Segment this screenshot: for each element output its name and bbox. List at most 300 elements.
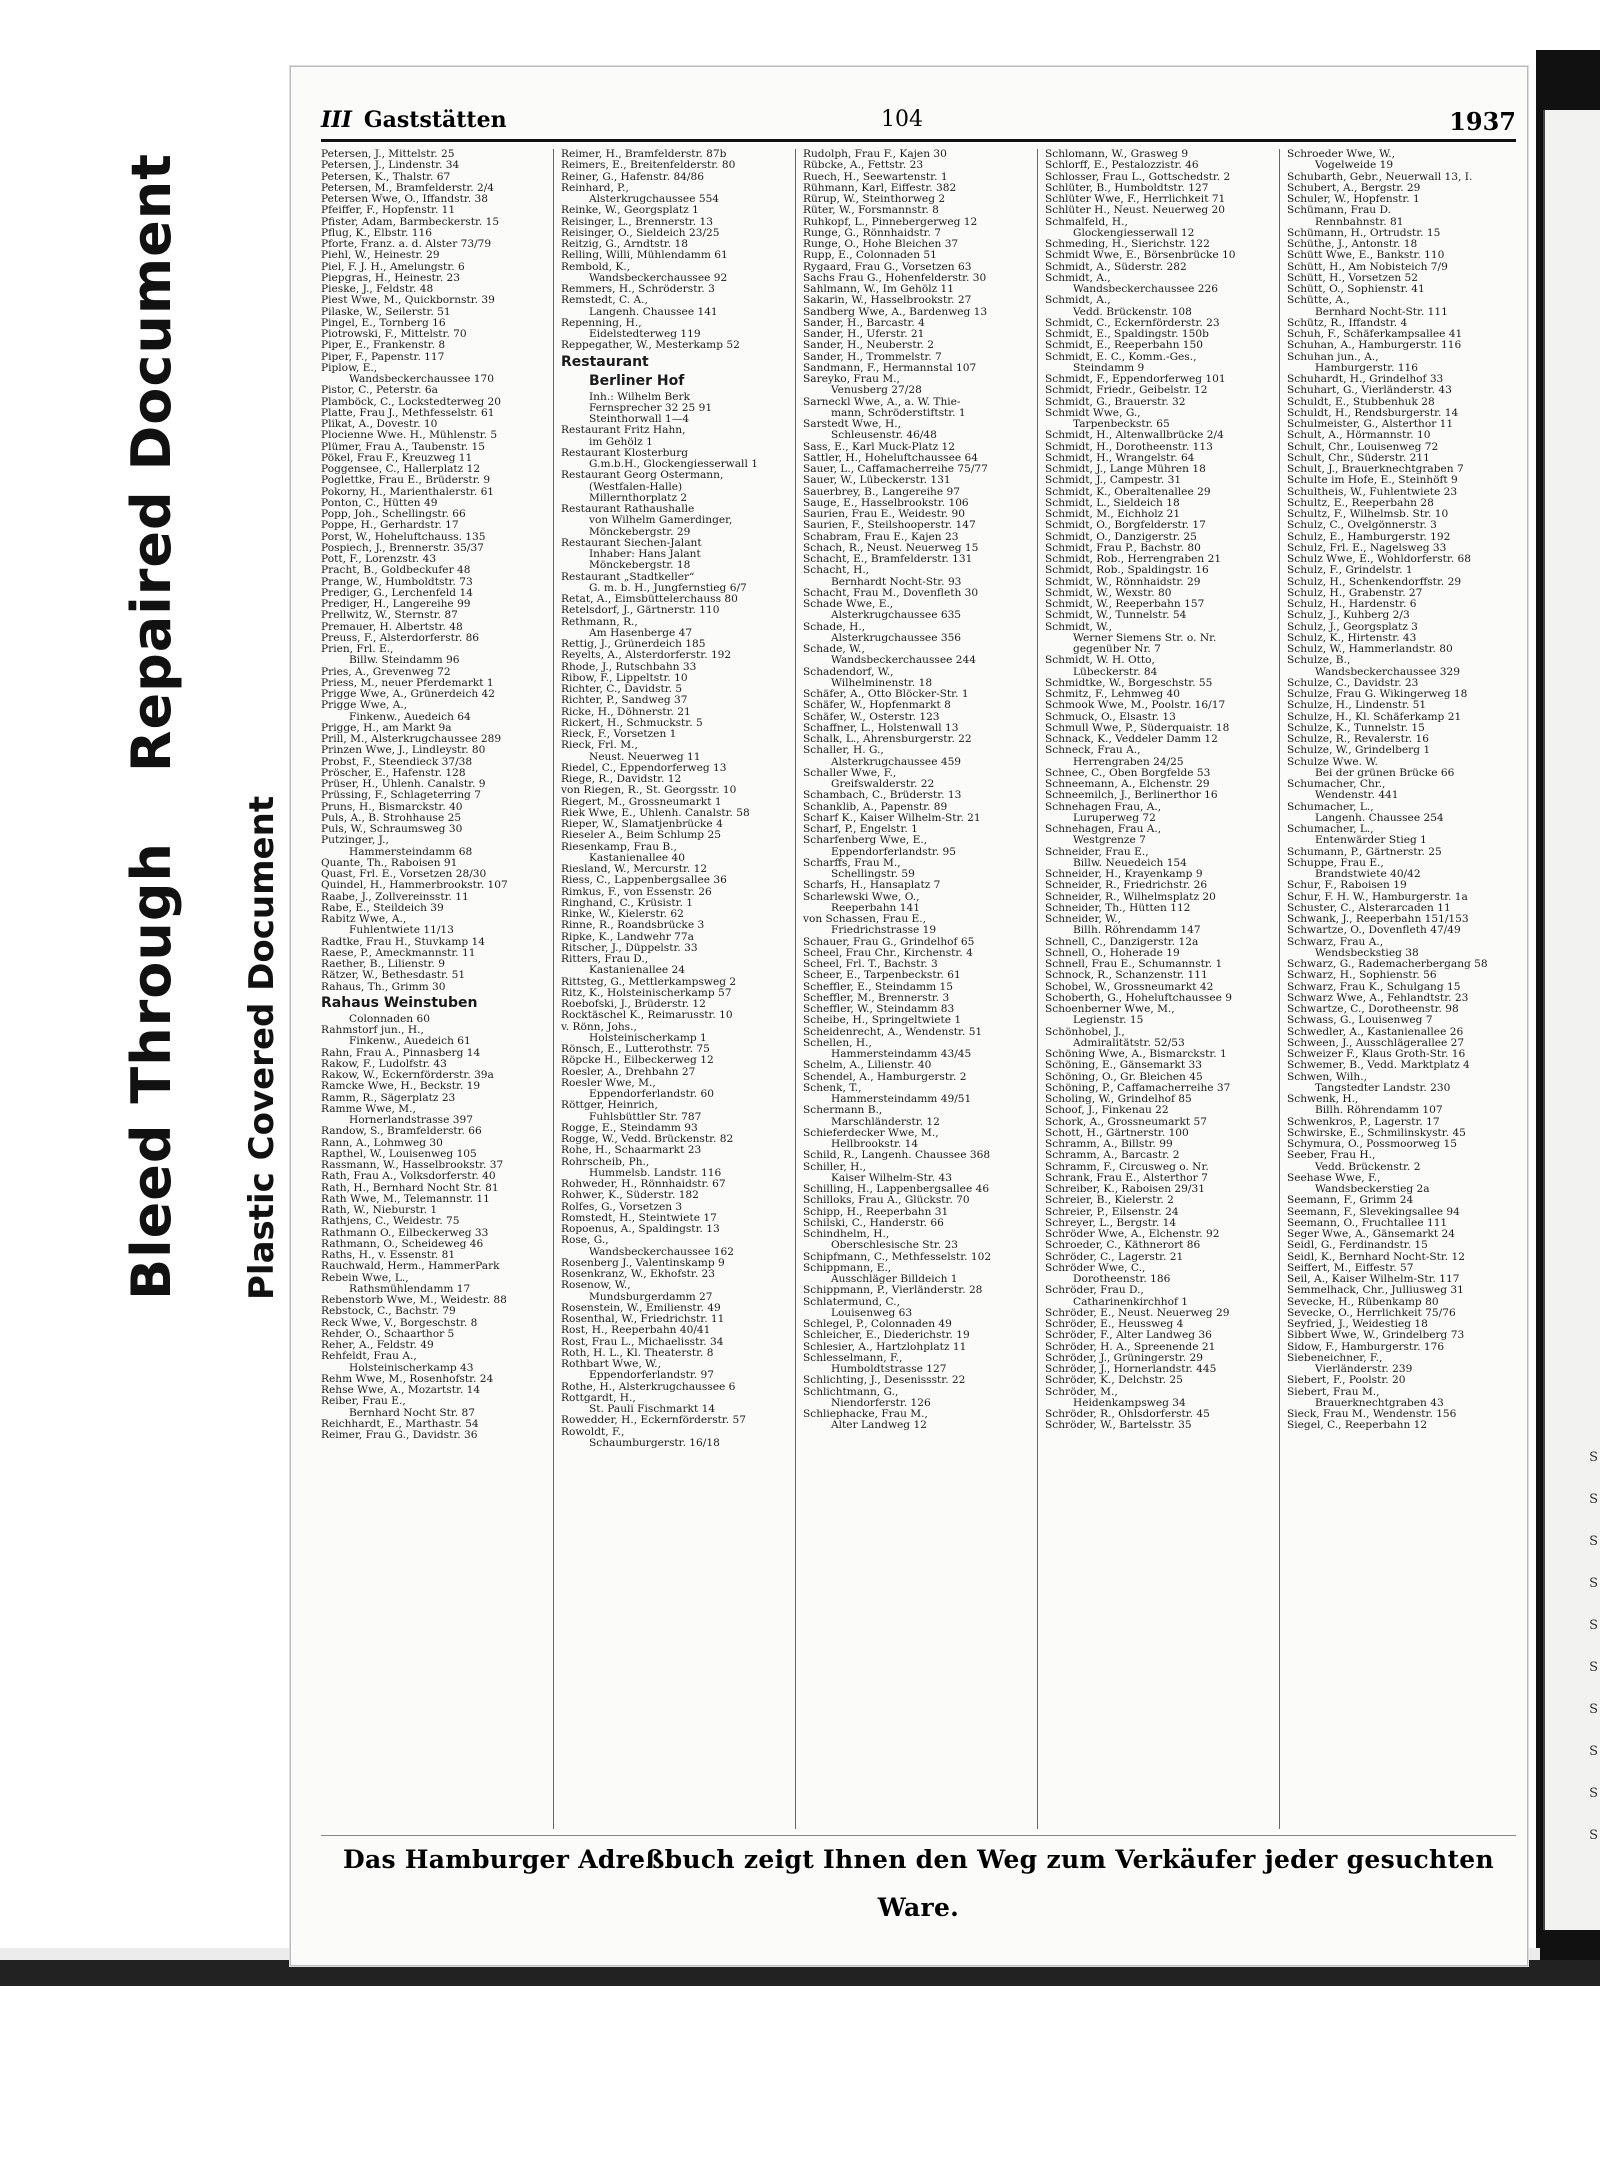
directory-entry: Pries, A., Grevenweg 72: [321, 666, 451, 678]
directory-entry: Schulze, W., Grindelberg 1: [1287, 745, 1431, 757]
stamp-bleed-through: Bleed Through: [120, 842, 183, 1300]
directory-entry: Schmidt, A.,: [1045, 272, 1111, 284]
directory-entry: Rathjens, C., Weidestr. 75: [321, 1216, 460, 1228]
directory-entry: Riesenkamp, Frau B.,: [561, 841, 677, 853]
directory-entry: Billh. Röhrendamm 147: [1073, 925, 1201, 937]
directory-entry: Schöning, O., Gr. Bleichen 45: [1045, 1071, 1203, 1083]
directory-entry: Pospiech, J., Brennerstr. 35/37: [321, 542, 484, 554]
directory-entry: Rabitz Wwe, A.,: [321, 914, 407, 925]
directory-entry: Catharinenkirchhof 1: [1073, 1296, 1189, 1308]
directory-entry: Schmidt, E., Reeperbahn 150: [1045, 340, 1204, 352]
directory-entry: Schmitz, F., Lehmweg 40: [1045, 689, 1180, 700]
directory-entry: Seidl, G., Ferdinandstr. 15: [1287, 1240, 1428, 1252]
directory-entry: Schroeder, C., Käthnerort 86: [1045, 1240, 1201, 1252]
directory-entry: Entenwärder Stieg 1: [1315, 835, 1427, 847]
directory-entry: Semmelhack, Chr., Julliusweg 31: [1287, 1285, 1464, 1297]
directory-entry: Rebenstorb Wwe, M., Weidestr. 88: [321, 1295, 507, 1306]
directory-entry: Schramm, A., Billstr. 99: [1045, 1139, 1173, 1150]
directory-entry: Alsterkrugchaussee 459: [831, 756, 962, 768]
directory-entry: Mundsburgerdamm 27: [589, 1291, 713, 1303]
directory-entry: Schröder, H. A., Spreenende 21: [1045, 1341, 1216, 1353]
directory-entry: Schütte, A.,: [1287, 295, 1350, 307]
directory-entry: Ricke, H., Döhnerstr. 21: [561, 706, 691, 718]
directory-entry: Rudolph, Frau F., Kajen 30: [803, 149, 947, 160]
directory-entry: Schach, R., Neust. Neuerweg 15: [803, 542, 979, 554]
directory-entry: Seger Wwe, A., Gänsemarkt 24: [1287, 1229, 1455, 1240]
directory-entry: Ritz, K., Holsteinischerkamp 57: [561, 987, 732, 999]
directory-entry: Schade, W.,: [803, 644, 865, 655]
column-3: [803, 149, 1031, 1829]
directory-entry: Billw. Neuedeich 154: [1073, 857, 1187, 869]
directory-entry: Schult, Chr., Süderstr. 211: [1287, 452, 1430, 464]
directory-entry: von Schassen, Frau E.,: [803, 914, 926, 925]
directory-entry: Finkenw., Auedeich 61: [349, 1036, 471, 1048]
directory-entry: Sander, H., Uferstr. 21: [803, 329, 925, 340]
directory-entry: Pökel, Frau F., Kreuzweg 11: [321, 452, 473, 464]
adjacent-page-letter: S: [1589, 1576, 1598, 1591]
directory-entry: Plamböck, C., Lockstedterweg 20: [321, 396, 502, 408]
directory-entry: Schroeder Wwe, W.,: [1287, 149, 1395, 160]
adjacent-page-letter: S: [1589, 1702, 1598, 1717]
directory-entry: Sidow, F., Hamburgerstr. 176: [1287, 1341, 1445, 1353]
directory-entry: Schmidt, H., Altenwallbrücke 2/4: [1045, 430, 1224, 442]
directory-entry: Prigge Wwe, A., Grünerdeich 42: [321, 689, 496, 700]
directory-entry: Schäfer, W., Hopfenmarkt 8: [803, 700, 951, 712]
directory-entry: Schwedler, A., Kastanienallee 26: [1287, 1026, 1464, 1038]
directory-entry: Platte, Frau J., Methfesselstr. 61: [321, 407, 495, 419]
directory-entry: Ritters, Frau D.,: [561, 954, 649, 965]
section-name: Gaststätten: [363, 107, 507, 133]
directory-entry: Schumacher, L.,: [1287, 824, 1374, 835]
directory-entry: Roth, H. L., Kl. Theaterstr. 8: [561, 1347, 714, 1359]
directory-entry: Schultheis, W., Fuhlentwiete 23: [1287, 486, 1458, 498]
directory-entry: Restaurant „Stadtkeller“: [561, 571, 695, 583]
adjacent-page-letter: S: [1589, 1492, 1598, 1507]
directory-entry: Scheffler, E., Steindamm 15: [803, 981, 953, 993]
directory-entry: Schröder, F., Alter Landweg 36: [1045, 1330, 1212, 1342]
directory-entry: Wendsbeckstieg 38: [1315, 947, 1419, 959]
directory-entry: Restaurant Georg Ostermann,: [561, 470, 724, 482]
column-5: [1287, 149, 1515, 1829]
directory-entry: Hornerlandstrasse 397: [349, 1115, 473, 1126]
directory-entry: Pruns, H., Bismarckstr. 40: [321, 801, 463, 813]
directory-entry: Reyelts, A., Alsterdorferstr. 192: [561, 650, 732, 662]
directory-entry: Schmidt, H., Wrangelstr. 64: [1045, 452, 1195, 464]
directory-entry: Schramm, A., Barcastr. 2: [1045, 1150, 1180, 1162]
column-divider: [795, 149, 796, 1829]
directory-entry: Niendorferstr. 126: [831, 1397, 931, 1409]
directory-entry: Schwarz, H., Sophienstr. 56: [1287, 970, 1437, 982]
directory-entry: Schneemilch, J., Berlinerthor 16: [1045, 790, 1218, 802]
directory-entry: Seiffert, M., Eiffestr. 57: [1287, 1262, 1414, 1274]
directory-entry: Schmidt, L., Sieldeich 18: [1045, 497, 1180, 509]
directory-entry: Petersen, J., Lindenstr. 34: [321, 160, 460, 172]
directory-entry: Rauchwald, Herm., HammerPark: [321, 1261, 500, 1273]
directory-entry: Schnack, K., Veddeler Damm 12: [1045, 734, 1218, 745]
directory-entry: Schmidt, W. H. Otto,: [1045, 655, 1155, 667]
directory-entry: Rehder, O., Schaarthor 5: [321, 1328, 455, 1340]
directory-entry: Schmidt, W., Tunnelstr. 54: [1045, 610, 1187, 622]
directory-entry: Schnehagen, Frau A.,: [1045, 824, 1162, 835]
directory-entry: Rogge, W., Vedd. Brückenstr. 82: [561, 1134, 734, 1145]
year-label: 1937: [1449, 107, 1516, 136]
directory-entry: Schulz, E., Hamburgerstr. 192: [1287, 531, 1451, 543]
adjacent-page-letter: S: [1589, 1450, 1598, 1465]
directory-entry: Alter Landweg 12: [831, 1420, 927, 1432]
directory-entry: Schönhobel, J.,: [1045, 1026, 1125, 1038]
directory-entry: Riek Wwe, E., Uhlenh. Canalstr. 58: [561, 807, 750, 819]
directory-entry: Wandsbeckerchaussee 162: [589, 1246, 734, 1258]
directory-entry: Restaurant Rathaushalle: [561, 504, 695, 515]
directory-entry: Bernhardt Nocht-Str. 93: [831, 576, 962, 588]
column-divider: [1037, 149, 1038, 1829]
directory-entry: Probst, F., Steendieck 37/38: [321, 756, 473, 768]
directory-entry: Scheibe, H., Springeltwiete 1: [803, 1015, 962, 1027]
directory-entry: Schild, R., Langenh. Chaussee 368: [803, 1150, 991, 1162]
directory-entry: Rieck, F., Vorsetzen 1: [561, 729, 677, 740]
directory-entry: Pieske, J., Feldstr. 48: [321, 284, 434, 295]
directory-entry: Wendenstr. 441: [1315, 790, 1399, 802]
directory-entry: Heidenkampsweg 34: [1073, 1397, 1186, 1409]
directory-entry: Preuss, F., Alsterdorferstr. 86: [321, 632, 480, 644]
directory-entry: Louisenweg 63: [831, 1307, 913, 1319]
directory-entry: Rehm Wwe, M., Rosenhofstr. 24: [321, 1373, 494, 1385]
directory-entry: Porst, W., Hoheluftchauss. 135: [321, 531, 486, 543]
directory-entry: Plikat, A., Dovestr. 10: [321, 419, 438, 430]
directory-entry: Petersen, K., Thalstr. 67: [321, 171, 451, 183]
directory-entry: Inh.: Wilhelm Berk: [589, 391, 691, 403]
directory-entry: Ritscher, J., Düppelstr. 33: [561, 942, 698, 954]
directory-entry: Billw. Steindamm 96: [349, 655, 460, 667]
directory-entry: Rathmann O., Eilbeckerweg 33: [321, 1227, 489, 1239]
directory-entry: Vedd. Brückenstr. 2: [1315, 1161, 1421, 1173]
directory-entry: Schmidt, C., Eckernförderstr. 23: [1045, 317, 1220, 329]
directory-entry: Schipfmann, C., Methfesselstr. 102: [803, 1251, 992, 1263]
directory-entry: Glockengiesserwall 12: [1073, 227, 1195, 239]
directory-entry: Retelsdorf, J., Gärtnerstr. 110: [561, 605, 720, 617]
directory-entry: Wandsbeckerchaussee 226: [1073, 284, 1218, 295]
directory-entry: Schwartze, O., Dovenfleth 47/49: [1287, 925, 1461, 937]
directory-entry: Riesland, W., Mercurstr. 12: [561, 864, 708, 875]
directory-entry: Marschländerstr. 12: [831, 1116, 940, 1128]
directory-entry: Schreier, B., Kielerstr. 2: [1045, 1195, 1174, 1207]
directory-entry: Schneck, Frau A.,: [1045, 745, 1141, 757]
directory-entry: Rennbahnstr. 81: [1315, 216, 1404, 228]
directory-entry: Schlesier, A., Hartzlohplatz 11: [803, 1341, 967, 1353]
directory-entry: Premauer, H. Albertstr. 48: [321, 621, 463, 633]
directory-entry: Schiller, H.,: [803, 1161, 867, 1173]
directory-entry: Wandsbeckerchaussee 170: [349, 374, 494, 385]
directory-entry: Repenning, H.,: [561, 317, 642, 329]
directory-entry: Rehfeldt, Frau A.,: [321, 1351, 417, 1363]
directory-entry: Schwen, Wilh.,: [1287, 1071, 1367, 1083]
directory-entry: Schäfer, W., Osterstr. 123: [803, 711, 940, 723]
directory-entry: Ringhand, C., Krüsistr. 1: [561, 897, 693, 909]
directory-entry: Schubarth, Gebr., Neuerwall 13, I.: [1287, 171, 1473, 183]
directory-entry: Kastanienallee 40: [589, 852, 686, 864]
directory-entry: Röttger, Heinrich,: [561, 1100, 658, 1112]
directory-entry: Schultz, E., Reeperbahn 28: [1287, 497, 1434, 509]
directory-entry: Rinke, W., Kielerstr. 62: [561, 909, 684, 920]
directory-entry: Alsterkrugchaussee 554: [589, 194, 720, 205]
directory-entry: Schambach, C., Brüderstr. 13: [803, 790, 962, 802]
directory-entry: Scheer, E., Tarpenbeckstr. 61: [803, 970, 961, 982]
directory-entry: Seil, A., Kaiser Wilhelm-Str. 117: [1287, 1274, 1460, 1285]
directory-entry: Rygaard, Frau G., Vorsetzen 63: [803, 261, 972, 273]
directory-entry: Schulze Wwe. W.: [1287, 756, 1378, 768]
directory-entry: Hamburgerstr. 116: [1315, 362, 1418, 374]
section-title: [321, 107, 507, 133]
directory-entry: Schult, A., Hörmannstr. 10: [1287, 430, 1431, 442]
directory-entry: Schuler, W., Hopfenstr. 1: [1287, 194, 1420, 205]
directory-entry: Sareyko, Frau M.,: [803, 374, 900, 385]
directory-entry: Alsterkrugchaussee 635: [831, 610, 962, 622]
directory-entry: Kaiser Wilhelm-Str. 43: [831, 1172, 952, 1184]
directory-entry: Reeperbahn 141: [831, 902, 920, 914]
directory-entry: Quast, Frl. E., Vorsetzen 28/30: [321, 869, 487, 880]
directory-entry: Schwenkros, P., Lagerstr. 17: [1287, 1116, 1440, 1128]
directory-entry: Schulze, C., Davidstr. 23: [1287, 677, 1419, 689]
directory-entry: Eppendorferlandstr. 97: [589, 1370, 714, 1382]
adjacent-page-edge: [1543, 110, 1600, 1930]
directory-entry: Schmidt, W., Rönnhaidstr. 29: [1045, 576, 1201, 588]
directory-entry: Sarstedt Wwe, H.,: [803, 419, 901, 430]
directory-entry: Poglettke, Frau E., Brüderstr. 9: [321, 475, 491, 487]
directory-entry: Sandberg Wwe, A., Bardenweg 13: [803, 306, 988, 318]
directory-entry: Schulz, F., Grindelstr. 1: [1287, 565, 1413, 577]
directory-entry: Hammersteindamm 49/51: [831, 1094, 972, 1105]
directory-entry: Holsteinischerkamp 43: [349, 1362, 474, 1374]
directory-entry: Hellbrookstr. 14: [831, 1139, 919, 1150]
directory-entry: Scharlewski Wwe, O.,: [803, 891, 920, 903]
directory-entry: Rahaus, Th., Grimm 30: [321, 981, 446, 993]
directory-entry: Schüthe, J., Antonstr. 18: [1287, 239, 1418, 250]
directory-entry: Seemann, O., Fruchtallee 111: [1287, 1217, 1448, 1229]
directory-entry: Rahn, Frau A., Pinnasberg 14: [321, 1047, 481, 1059]
directory-entry: Schulze, H., Lindenstr. 51: [1287, 700, 1427, 712]
directory-entry: Schwemer, B., Vedd. Marktplatz 4: [1287, 1060, 1470, 1072]
directory-entry: Schaumburgerstr. 16/18: [589, 1437, 720, 1449]
directory-entry: Rosenberg J., Valentinskamp 9: [561, 1257, 725, 1269]
directory-entry: mann, Schröderstiftstr. 1: [831, 407, 966, 419]
directory-entry: Schütt, H., Vorsetzen 52: [1287, 272, 1419, 284]
directory-entry: Schween, J., Ausschlägerallee 27: [1287, 1037, 1465, 1049]
directory-entry: Schalk, L., Ahrensburgerstr. 22: [803, 734, 972, 745]
directory-entry: Seyfried, J., Weidestieg 18: [1287, 1319, 1428, 1330]
directory-entry: (Westfalen-Halle): [589, 481, 683, 493]
directory-entry: Schulte im Hofe, E., Steinhöft 9: [1287, 475, 1458, 487]
directory-heading: Rahaus Weinstuben: [321, 994, 478, 1011]
directory-entry: Schmidt, Rob., Herrengraben 21: [1045, 554, 1222, 565]
directory-entry: Schmidt, Frau P., Bachstr. 80: [1045, 542, 1201, 554]
directory-entry: Scheel, Frau Chr., Kirchenstr. 4: [803, 947, 973, 959]
directory-entry: Richter, C., Davidstr. 5: [561, 684, 683, 695]
directory-entry: Sattler, H., Hoheluftchaussee 64: [803, 452, 978, 464]
directory-entry: Schindhelm, H.,: [803, 1229, 890, 1240]
directory-entry: Schreyer, L., Bergstr. 14: [1045, 1217, 1177, 1229]
directory-entry: Schulze, K., Tunnelstr. 15: [1287, 722, 1425, 734]
directory-entry: Schippmann, E.,: [803, 1262, 892, 1274]
directory-entry: Rann, A., Lohmweg 30: [321, 1137, 443, 1149]
directory-entry: Rakow, W., Eckernförderstr. 39a: [321, 1070, 494, 1081]
directory-entry: Schauer, Frau G., Grindelhof 65: [803, 936, 975, 948]
directory-entry: Schneider, W.,: [1045, 914, 1121, 925]
directory-entry: Schütt, O., Sophienstr. 41: [1287, 284, 1425, 295]
directory-entry: Schade, H.,: [803, 621, 866, 633]
directory-entry: Rimkus, F., von Essenstr. 26: [561, 886, 712, 898]
directory-entry: Brauerknechtgraben 43: [1315, 1397, 1444, 1409]
directory-entry: Schilski, C., Handerstr. 66: [803, 1217, 944, 1229]
scan-stamp-primary: [120, 0, 183, 1300]
directory-entry: Rath, H., Bernhard Nocht Str. 81: [321, 1182, 499, 1194]
directory-entry: Seehase Wwe, F.,: [1287, 1172, 1381, 1184]
directory-entry: Pflug, K., Elbstr. 116: [321, 227, 433, 239]
directory-entry: Rettig, J., Grünerdeich 185: [561, 639, 706, 650]
directory-entry: Saurien, Frau E., Weidestr. 90: [803, 509, 965, 520]
directory-entry: Humboldtstrasse 127: [831, 1364, 947, 1375]
directory-entry: Schipp, H., Reeperbahn 31: [803, 1206, 949, 1218]
directory-entry: Prigge Wwe, A.,: [321, 700, 408, 712]
directory-entry: Priess, M., neuer Pferdemarkt 1: [321, 677, 494, 689]
directory-entry: Schmuck, O., Elsastr. 13: [1045, 711, 1176, 723]
directory-entry: Ropoenus, A., Spaldingstr. 13: [561, 1224, 720, 1235]
directory-entry: Rathsmühlendamm 17: [349, 1283, 471, 1295]
directory-entry: Reisinger, L., Brennerstr. 13: [561, 216, 714, 228]
directory-entry: Reppegather, W., Mesterkamp 52: [561, 340, 740, 352]
directory-entry: Scheidenrecht, A., Wendenstr. 51: [803, 1026, 983, 1038]
directory-entry: Schmidt, K., Oberaltenallee 29: [1045, 486, 1211, 498]
directory-entry: Pforte, Franz. a. d. Alster 73/79: [321, 239, 492, 250]
directory-entry: Reiber, Frau E.,: [321, 1396, 406, 1408]
adjacent-page-letter: S: [1589, 1744, 1598, 1759]
directory-entry: Rogge, E., Steindamm 93: [561, 1122, 698, 1134]
directory-entry: Rath, Frau A., Volksdorferstr. 40: [321, 1171, 496, 1183]
directory-entry: Schur, F., Raboisen 19: [1287, 880, 1407, 892]
stamp-plastic-covered: Plastic Covered Document: [242, 795, 282, 1300]
directory-entry: Schuster, C., Alsterarcaden 11: [1287, 902, 1451, 914]
directory-entry: Schmidt, W.,: [1045, 621, 1112, 633]
directory-entry: Roesler, A., Drehbahn 27: [561, 1066, 696, 1078]
directory-entry: Prill, M., Alsterkrugchaussee 289: [321, 734, 502, 745]
directory-entry: Schnell, Frau E., Schumannstr. 1: [1045, 959, 1223, 970]
directory-entry: Schmidt, Friedr., Geibelstr. 12: [1045, 385, 1208, 397]
directory-entry: Bernhard Nocht Str. 87: [349, 1407, 475, 1419]
directory-entry: Scharf K., Kaiser Wilhelm-Str. 21: [803, 812, 981, 824]
directory-entry: Schreiber, K., Raboisen 29/31: [1045, 1184, 1205, 1195]
directory-entry: Pfeiffer, F., Hopfenstr. 11: [321, 205, 456, 217]
directory-entry: Sauer, W., Lübeckerstr. 131: [803, 475, 951, 487]
directory-entry: Rowedder, H., Eckernförderstr. 57: [561, 1415, 747, 1427]
directory-entry: Wandsbeckerstieg 2a: [1315, 1184, 1430, 1195]
directory-entry: Schippmann, P., Vierländerstr. 28: [803, 1285, 983, 1297]
directory-entry: Schütz, R., Iffandstr. 4: [1287, 317, 1408, 329]
directory-entry: Schneider, Th., Hütten 112: [1045, 902, 1191, 914]
directory-entry: Schröder Wwe, C.,: [1045, 1262, 1146, 1274]
stamp-repaired-document: Repaired Document: [120, 153, 183, 773]
directory-entry: Schulz Wwe, E., Wohldorferstr. 68: [1287, 554, 1472, 565]
directory-entry: Steindamm 9: [1073, 362, 1145, 374]
directory-entry: Alsterkrugchaussee 356: [831, 632, 962, 644]
directory-entry: Piplow, E.,: [321, 362, 378, 374]
directory-entry: Rassmann, W., Hasselbrookstr. 37: [321, 1160, 504, 1171]
scan-stamp-secondary: [242, 400, 282, 1300]
directory-entry: Vedd. Brückenstr. 108: [1073, 306, 1192, 318]
directory-entry: Schulz, H., Hardenstr. 6: [1287, 599, 1417, 610]
directory-entry: Schmidt, W., Wexstr. 80: [1045, 587, 1172, 599]
adjacent-page-letter: S: [1589, 1660, 1598, 1675]
directory-entry: Schmidt, J., Campestr. 31: [1045, 475, 1182, 487]
directory-entry: Rocktäschel K., Reimarusstr. 10: [561, 1010, 733, 1022]
directory-entry: Prange, W., Humboldtstr. 73: [321, 576, 473, 588]
directory-entry: Rickert, H., Schmuckstr. 5: [561, 717, 703, 729]
directory-entry: Schenk, T.,: [803, 1082, 862, 1094]
directory-entry: Rürup, W., Steinthorweg 2: [803, 194, 946, 205]
directory-entry: Ponton, C., Hütten 49: [321, 497, 438, 509]
directory-entry: Sauge, E., Hasselbrookstr. 106: [803, 497, 969, 509]
directory-entry: Schnock, R., Schanzenstr. 111: [1045, 970, 1208, 982]
directory-entry: Vogelweide 19: [1315, 160, 1394, 172]
directory-entry: Schröder, W., Bartelsstr. 35: [1045, 1420, 1192, 1432]
directory-entry: Vierländerstr. 239: [1315, 1364, 1413, 1375]
adjacent-page-letter: S: [1589, 1828, 1598, 1843]
directory-entry: Schmidt, F., Eppendorferweg 101: [1045, 374, 1226, 385]
directory-entry: Schmidt, O., Danzigerstr. 25: [1045, 531, 1197, 543]
directory-entry: Schieferdecker Wwe, M.,: [803, 1127, 939, 1139]
directory-entry: Schlesselmann, F.,: [803, 1352, 903, 1364]
directory-entry: Schoenberner Wwe, M.,: [1045, 1004, 1175, 1015]
directory-entry: Sander, H., Trommelstr. 7: [803, 351, 942, 363]
directory-entry: Bernhard Nocht-Str. 111: [1315, 306, 1448, 318]
directory-entry: Ramm, R., Sägerplatz 23: [321, 1092, 456, 1104]
directory-entry: Westgrenze 7: [1073, 835, 1146, 847]
directory-entry: Riege, R., Davidstr. 12: [561, 774, 682, 785]
directory-entry: Pott, F., Lorenzstr. 43: [321, 554, 437, 565]
directory-entry: Schellen, H.,: [803, 1037, 872, 1049]
directory-entry: Fuhlsbüttler Str. 787: [589, 1111, 702, 1123]
directory-entry: Rowoldt, F.,: [561, 1426, 625, 1438]
directory-entry: Schlomann, W., Grasweg 9: [1045, 149, 1189, 160]
directory-entry: Rabe, E., Steildeich 39: [321, 902, 444, 914]
directory-entry: Schult, J., Brauerknechtgraben 7: [1287, 464, 1464, 475]
directory-entry: Finkenw., Auedeich 64: [349, 711, 471, 723]
directory-entry: Putzinger, J.,: [321, 835, 389, 847]
directory-entry: Schwass, G., Louisenweg 7: [1287, 1015, 1433, 1027]
directory-entry: Eidelstedterweg 119: [589, 329, 701, 340]
directory-entry: Relling, Willi, Mühlendamm 61: [561, 250, 728, 262]
directory-entry: Rethmann, R.,: [561, 616, 638, 628]
directory-entry: Scharffs, Frau M.,: [803, 857, 901, 869]
directory-entry: Sakarin, W., Hasselbrookstr. 27: [803, 295, 972, 307]
directory-entry: Randow, S., Bramfelderstr. 66: [321, 1126, 482, 1138]
directory-entry: Schabram, Frau E., Kajen 23: [803, 531, 959, 543]
directory-entry: Schneider, H., Krayenkamp 9: [1045, 869, 1203, 880]
directory-entry: Schulz, C., Ovelgönnerstr. 3: [1287, 520, 1437, 532]
directory-entry: Langenh. Chaussee 141: [589, 306, 718, 318]
directory-entry: gegenüber Nr. 7: [1073, 644, 1161, 655]
directory-entry: Schumacher, L.,: [1287, 801, 1374, 813]
directory-entry: Schacht, E., Bramfelderstr. 131: [803, 554, 973, 565]
directory-entry: Schmook Wwe, M., Poolstr. 16/17: [1045, 700, 1226, 712]
directory-entry: Rohe, H., Schaarmarkt 23: [561, 1145, 702, 1157]
directory-entry: Schmidt, E. C., Komm.-Ges.,: [1045, 351, 1197, 363]
directory-entry: Reher, A., Feldstr. 49: [321, 1340, 434, 1351]
directory-entry: Rottgardt, H.,: [561, 1392, 636, 1404]
directory-entry: Restaurant Siechen-Jalant: [561, 537, 702, 549]
directory-entry: Schwarz, Frau A.,: [1287, 936, 1384, 948]
directory-entry: Schleusenstr. 46/48: [831, 430, 937, 442]
directory-entry: Rosenkranz, W., Ekhofstr. 23: [561, 1269, 716, 1280]
directory-entry: Schröder, K., Delchstr. 25: [1045, 1375, 1183, 1387]
